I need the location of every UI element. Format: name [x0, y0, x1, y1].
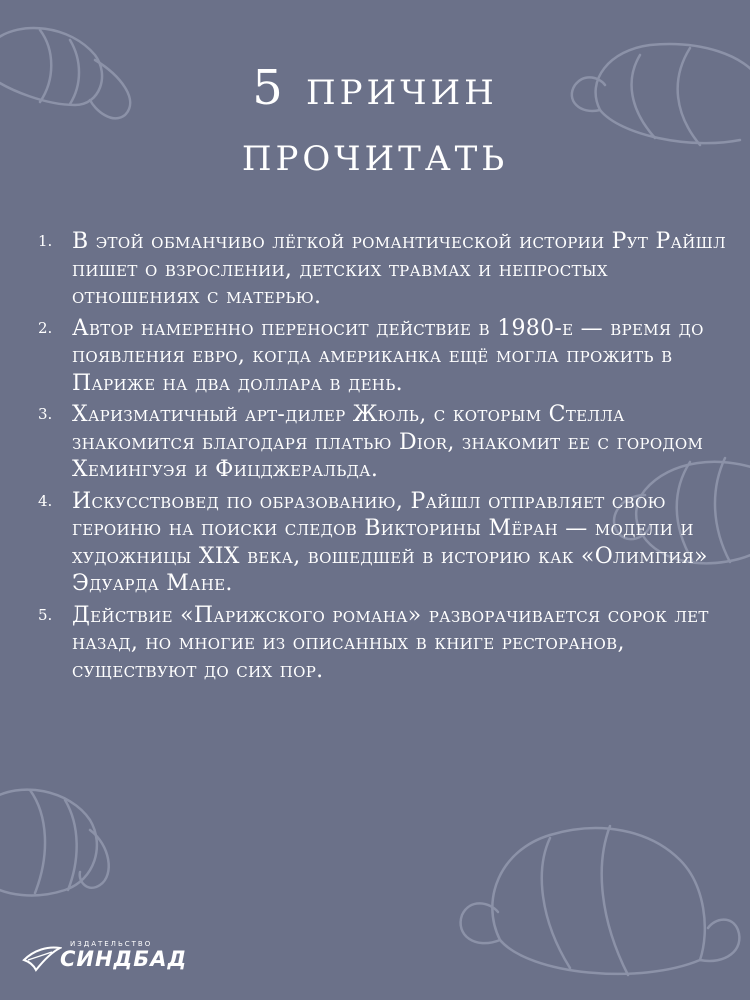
- publisher-logo: [22, 938, 202, 978]
- page-title: [0, 55, 750, 187]
- list-item-number: 2.: [38, 318, 53, 337]
- list-item: [38, 602, 728, 685]
- list-item: [38, 401, 728, 484]
- boat-icon: [22, 940, 62, 974]
- list-item: [38, 488, 728, 598]
- title-line-2: прочитать: [241, 126, 509, 182]
- logo-name: СИНДБАД: [60, 947, 188, 971]
- list-item-number: 1.: [38, 232, 53, 250]
- list-item-text: Автор намеренно переносит действие в 1980-е — время до появления евро, когда американка ещё могла прожить в Париже на два доллара в день.: [72, 315, 704, 396]
- reasons-list: [38, 228, 728, 688]
- list-item-number: 5.: [38, 605, 53, 624]
- list-item-text: Харизматичный арт-дилер Жюль, с которым Стелла знакомится благодаря платью Dior, знакомит ее с городом Хемингуэя и Фицджеральда.: [72, 402, 704, 482]
- title-line-1: 5 причин: [252, 60, 498, 116]
- list-item-text: Действие «Парижского романа» разворачивается сорок лет назад, но многие из описанных в книге ресторанов, существуют до сих пор.: [72, 602, 709, 683]
- list-item-text: В этой обманчиво лёгкой романтической истории Рут Райшл пишет о взрослении, детских травмах и непростых отношениях с матерью.: [72, 229, 726, 309]
- croissant-icon-bottom-right: [461, 826, 740, 975]
- croissant-icon-bottom-left: [0, 790, 109, 896]
- list-item-number: 3.: [38, 405, 53, 423]
- list-item-text: Искусствовед по образованию, Райшл отправляет свою героиню на поиски следов Викторины Мёран — модели и художницы XIX века, вошедшей в историю как «Олимпия» Эдуарда Мане.: [72, 488, 708, 596]
- list-item-number: 4.: [38, 491, 53, 510]
- list-item: [38, 315, 728, 398]
- list-item: [38, 228, 728, 311]
- logo-subtitle: ИЗДАТЕЛЬСТВО: [70, 940, 153, 948]
